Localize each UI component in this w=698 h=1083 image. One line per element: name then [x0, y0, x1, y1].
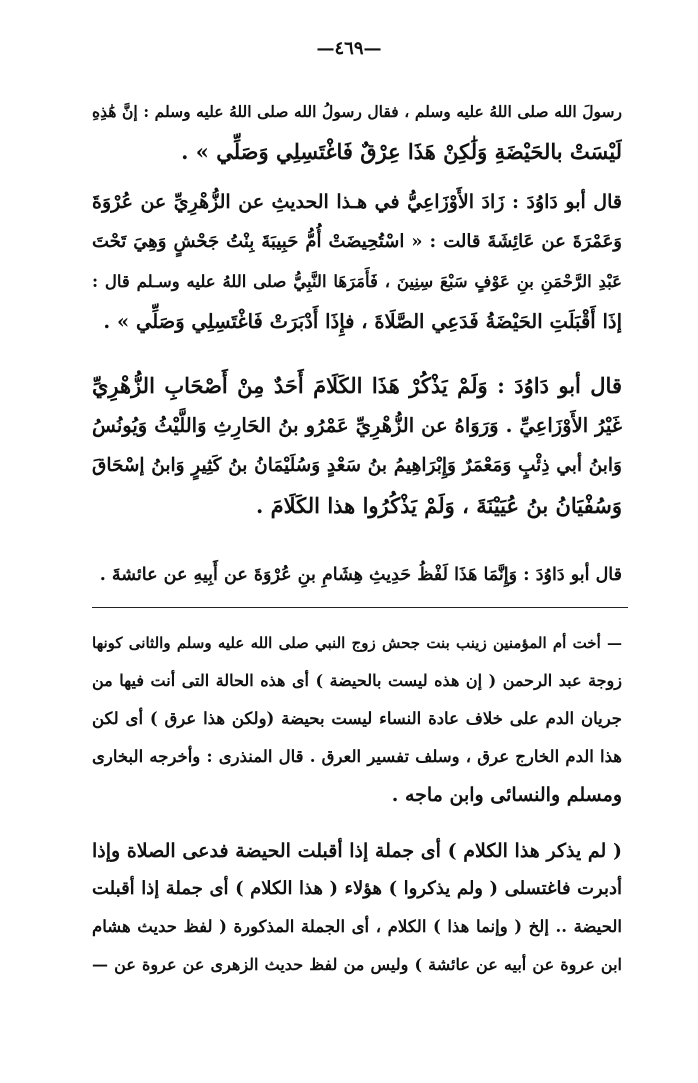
text-line: عَبْدِ الرَّحْمَنِ بنِ عَوْفٍ سَبْعَ سِنِينَ ، فَأَمَرَهَا النَّبِيُّ صلى اللهُ عليه وسـلم قال : [92, 272, 622, 291]
text-line: وَعَمْرَةَ عن عَائِشَةَ قالت : « اسْتُحِيضَتْ أُمُّ حَبِيبَةَ بِنْتُ جَحْشٍ وَهِيَ تَحْتَ [92, 231, 622, 252]
commentary-line: جريان الدم على خلاف عادة النساء ليست بحيضة (ولكن هذا عرق ) أى لكن [92, 709, 622, 728]
footnote-divider [92, 607, 628, 608]
main-paragraph-1 [92, 92, 622, 172]
text-line: وَابنُ أبي ذِئْبٍ وَمَعْمَرٌ وَإِبْرَاهِيمُ بنُ سَعْدٍ وَسُلَيْمَانُ بنُ كَثِيرٍ وَابنُ إسْحَاقَ [92, 455, 622, 476]
text-line: رسولَ الله صلى اللهُ عليه وسلم ، فقال رسولُ الله صلى اللهُ عليه وسلم : إنَّ هَٰذِهِ [92, 102, 622, 121]
commentary-line: الحيضة .. إلخ ( وإنما هذا ) الكلام ، أى الجملة المذكورة ( لفظ حديث هشام [92, 917, 622, 936]
main-paragraph-3 [92, 366, 622, 526]
commentary-line: أدبرت فاغتسلى ( ولم يذكروا ) هؤلاء ( هذا الكلام ) أى جملة إذا أقبلت [92, 878, 622, 899]
text-line: قال أبو دَاوُدَ : وَإِنَّمَا هَذَا لَفْظُ حَدِيثِ هِشَامِ بنِ عُرْوَةَ عن أَبِيهِ عن عائشةَ . [99, 565, 622, 585]
main-paragraph-4 [92, 555, 622, 595]
text-line: غَيْرُ الأَوْزَاعِيِّ . وَرَوَاهُ عن الزُّهْرِيِّ عَمْرُو بنُ الحَارِثِ وَاللَّيْثُ وَيُونُسُ [92, 414, 622, 437]
commentary-paragraph-2 [92, 832, 622, 984]
text-line: وَسُفْيَانُ بنُ عُيَيْنَةَ ، وَلَمْ يَذْكُرُوا هذا الكَلَامَ . [256, 493, 622, 518]
commentary-line: — أخت أم المؤمنين زينب بنت جحش زوج النبي صلى الله عليه وسلم والثانى كونها [92, 634, 622, 652]
commentary-line: ومسلم والنسائى وابن ماجه . [391, 784, 622, 806]
commentary-paragraph-1 [92, 624, 622, 814]
text-line: إذَا أَقْبَلَتِ الحَيْضَةُ فَدَعِي الصَّلَاةَ ، فإِذَا أَدْبَرَتْ فَاغْتَسِلِي وَصَلِّي » . [103, 310, 622, 333]
commentary-line: زوجة عبد الرحمن ( إن هذه ليست بالحيضة ) أى هذه الحالة التى أنت فيها من [92, 671, 622, 690]
page-number: —٤٦٩— [316, 38, 382, 59]
commentary-line: هذا الدم الخارج عرق ، وسلف تفسير العرق . قال المنذرى : وأخرجه البخارى [92, 747, 622, 766]
commentary-line: ابن عروة عن أبيه عن عائشة ) وليس من لفظ حديث الزهرى عن عروة عن — [92, 955, 622, 974]
text-line: لَيْسَتْ بالحَيْضَةِ وَلَٰكِنْ هَذَا عِرْقٌ فَاغْتَسِلِي وَصَلِّي » . [181, 139, 622, 164]
text-line: قال أبو دَاوُدَ : وَلَمْ يَذْكُرْ هَذَا الكَلَامَ أَحَدٌ مِنْ أَصْحَابِ الزُّهْرِيِّ [92, 373, 622, 398]
commentary-line: ( لم يذكر هذا الكلام ) أى جملة إذا أقبلت الحيضة فدعى الصلاة وإذا [92, 840, 622, 862]
main-paragraph-2 [92, 182, 622, 342]
text-line: قال أبو دَاوُدَ : زَادَ الأَوْزَاعِيُّ في هـذا الحديثِ عن الزُّهْرِيِّ عن عُرْوَةَ [92, 191, 622, 213]
